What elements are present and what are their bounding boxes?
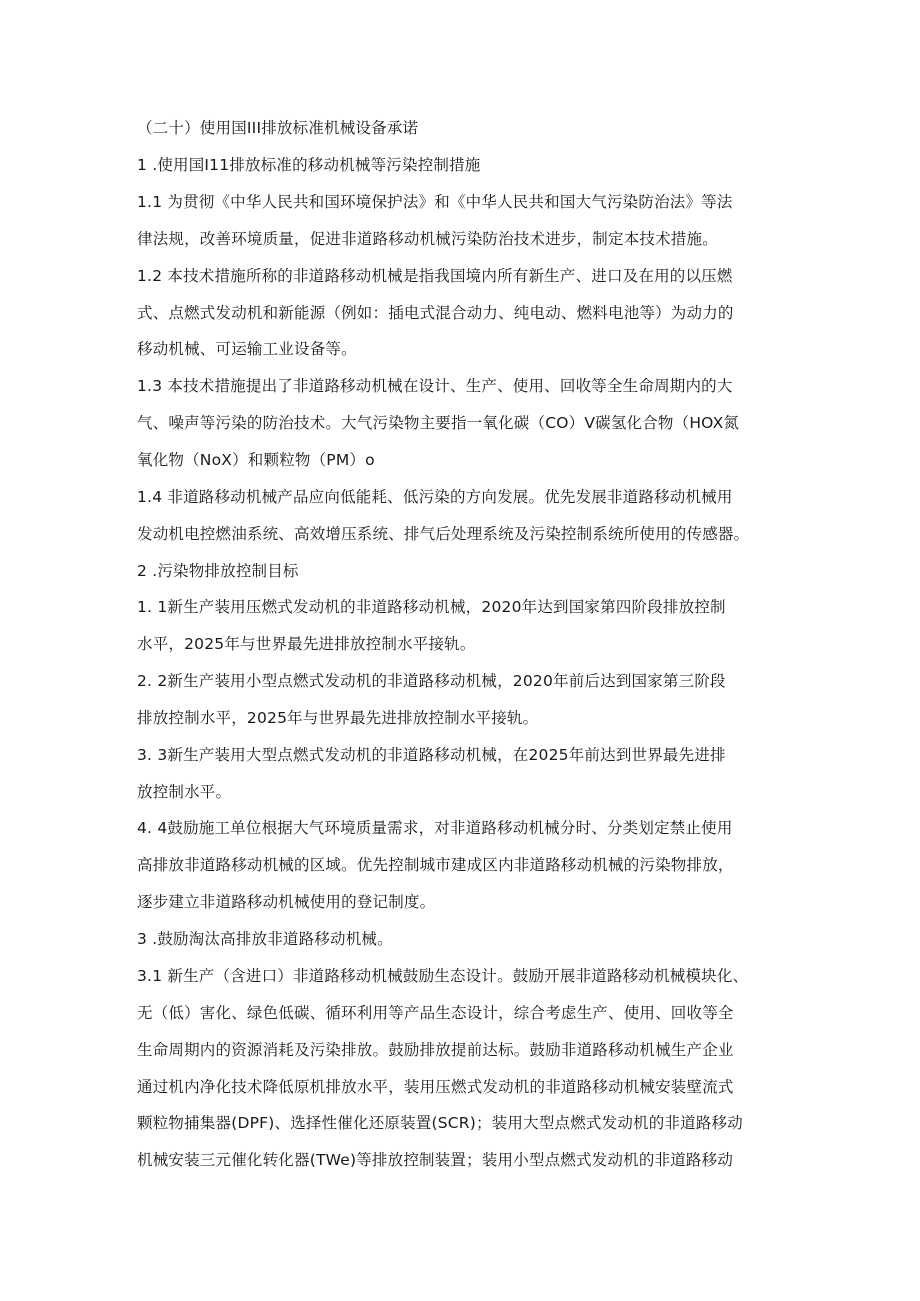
text-line: 通过机内净化技术降低原机排放水平，装用压燃式发动机的非道路移动机械安装壁流式 [137, 1078, 734, 1096]
text-line: 2 .污染物排放控制目标 [137, 562, 299, 580]
text-line: 放控制水平。 [137, 783, 232, 801]
text-line: 3.1 新生产（含进口）非道路移动机械鼓励生态设计。鼓励开展非道路移动机械模块化、 [137, 967, 749, 985]
text-line: 氧化物（NoX）和颗粒物（PM）o [137, 451, 375, 469]
text-line: 3. 3新生产装用大型点燃式发动机的非道路移动机械，在2025年前达到世界最先进排 [137, 746, 726, 764]
text-line: 机械安装三元催化转化器(TWe)等排放控制装置；装用小型点燃式发动机的非道路移动 [137, 1151, 734, 1169]
text-line: 1. 1新生产装用压燃式发动机的非道路移动机械，2020年达到国家第四阶段排放控制 [137, 598, 726, 616]
text-line: 生命周期内的资源消耗及污染排放。鼓励排放提前达标。鼓励非道路移动机械生产企业 [137, 1041, 734, 1059]
text-line: 发动机电控燃油系统、高效增压系统、排气后处理系统及污染控制系统所使用的传感器。 [137, 525, 750, 543]
text-line: 排放控制水平，2025年与世界最先进排放控制水平接轨。 [137, 709, 539, 727]
text-line: 1.1 为贯彻《中华人民共和国环境保护法》和《中华人民共和国大气污染防治法》等法 [137, 193, 733, 211]
text-line: 水平，2025年与世界最先进排放控制水平接轨。 [137, 635, 476, 653]
text-line: 1.2 本技术措施所称的非道路移动机械是指我国境内所有新生产、进口及在用的以压燃 [137, 267, 733, 285]
text-line: 4. 4鼓励施工单位根据大气环境质量需求，对非道路移动机械分时、分类划定禁止使用 [137, 819, 733, 837]
text-line: 气、噪声等污染的防治技术。大气污染物主要指一氧化碳（CO）V碳氢化合物（HOX氮 [137, 414, 740, 432]
section-heading: （二十）使用国III排放标准机械设备承诺 [137, 119, 419, 137]
text-line: 1 .使用国I11排放标准的移动机械等污染控制措施 [137, 156, 481, 174]
text-line: 移动机械、可运输工业设备等。 [137, 340, 357, 358]
text-line: 颗粒物捕集器(DPF)、选择性催化还原装置(SCR)；装用大型点燃式发动机的非道路移动 [137, 1114, 743, 1132]
text-line: 1.4 非道路移动机械产品应向低能耗、低污染的方向发展。优先发展非道路移动机械用 [137, 488, 733, 506]
text-line: 高排放非道路移动机械的区域。优先控制城市建成区内非道路移动机械的污染物排放， [137, 856, 734, 874]
text-line: 逐步建立非道路移动机械使用的登记制度。 [137, 893, 436, 911]
text-line: 3 .鼓励淘汰高排放非道路移动机械。 [137, 930, 393, 948]
text-line: 无（低）害化、绿色低碳、循环利用等产品生态设计，综合考虑生产、使用、回收等全 [137, 1004, 734, 1022]
text-line: 1.3 本技术措施提出了非道路移动机械在设计、生产、使用、回收等全生命周期内的大 [137, 377, 733, 395]
text-line: 律法规，改善环境质量，促进非道路移动机械污染防治技术进步，制定本技术措施。 [137, 230, 718, 248]
text-line: 式、点燃式发动机和新能源（例如：插电式混合动力、纯电动、燃料电池等）为动力的 [137, 304, 734, 322]
text-line: 2. 2新生产装用小型点燃式发动机的非道路移动机械，2020年前后达到国家第三阶段 [137, 672, 726, 690]
